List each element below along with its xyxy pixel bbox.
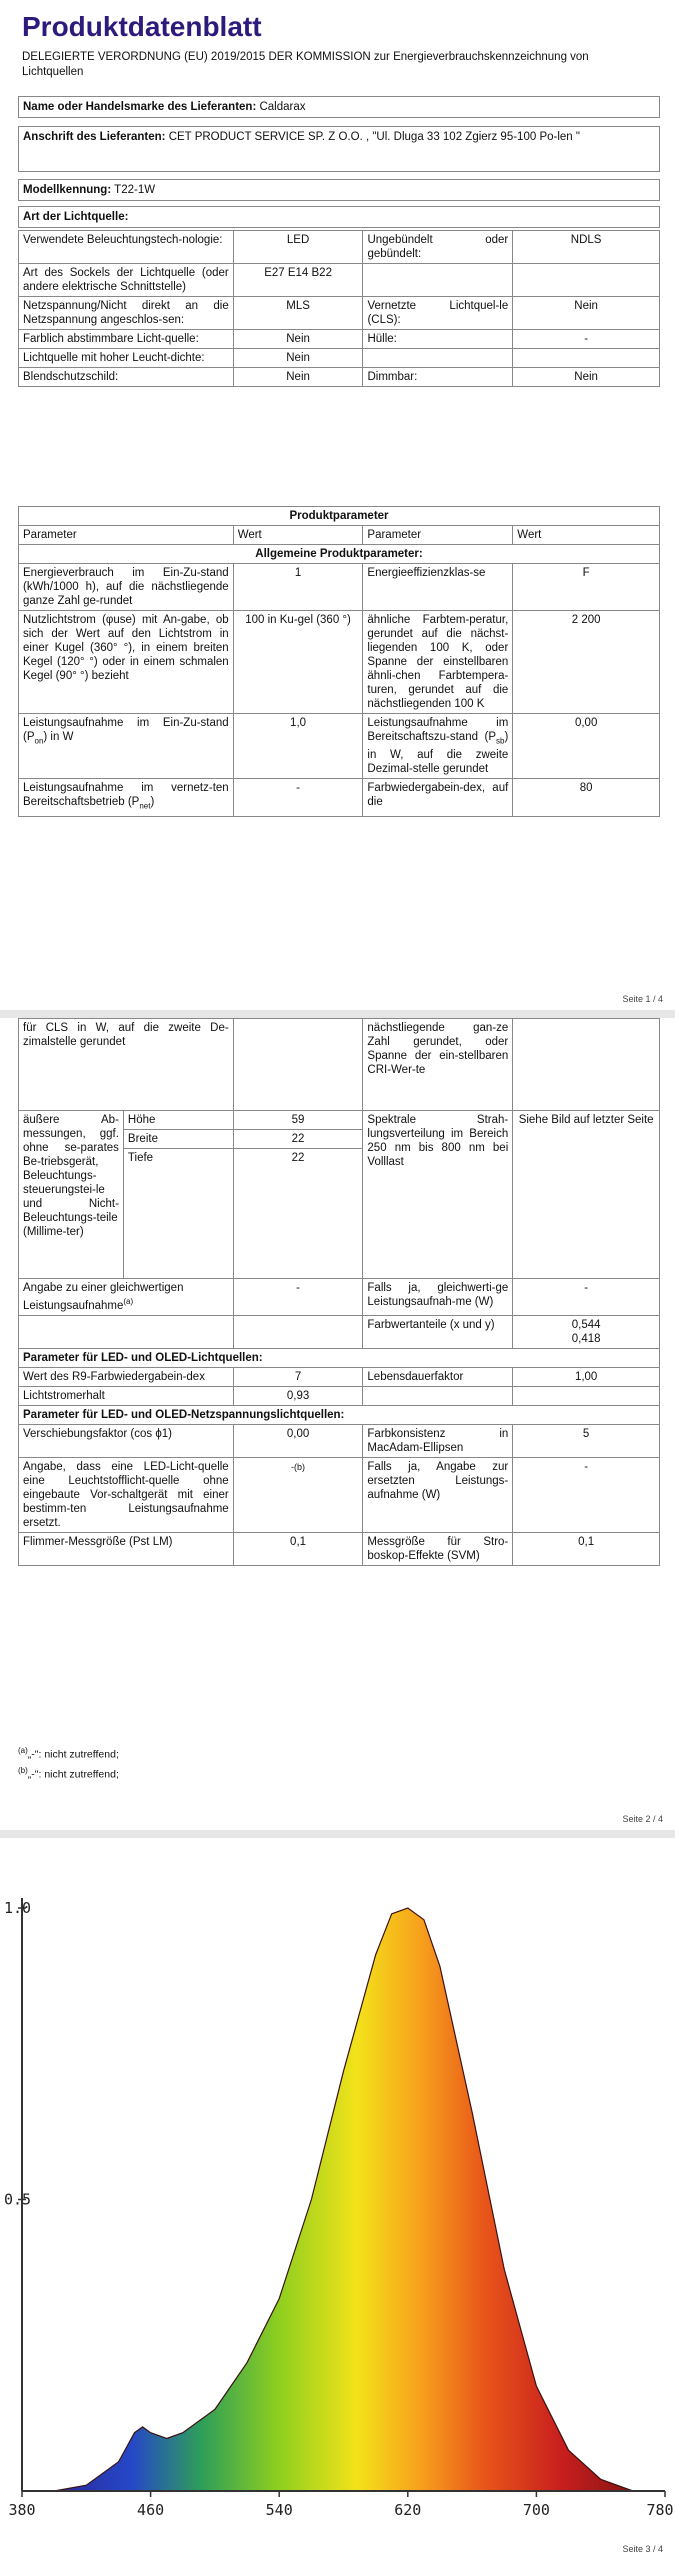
param-value: 80	[513, 779, 660, 816]
equiv-label: Angabe zu einer gleichwertigen Leistungsaufnahme$^{(a)}$	[19, 1279, 234, 1316]
param-value: Nein	[513, 368, 660, 387]
param-label: Lichtquelle mit hoher Leucht-dichte:	[19, 349, 234, 368]
regulation-intro: DELEGIERTE VERORDNUNG (EU) 2019/2015 DER KOMMISSION zur Energieverbrauchskennzeichnung von Lichtquellen	[22, 51, 589, 78]
param-label: Nutzlichtstrom (φuse) mit An-gabe, ob sich der Wert auf den Lichtstrom in einer Kugel (360° °), in einem breiten Kegel (120° °) oder in einem schmalen Kegel (90° °) bezieht	[19, 611, 234, 714]
param-label: Lebensdauerfaktor	[363, 1367, 513, 1386]
table-row	[19, 1386, 660, 1405]
param-value: -(b)	[233, 1457, 363, 1532]
table-row	[19, 779, 660, 816]
param-label	[363, 349, 513, 368]
param-label: Falls ja, Angabe zur ersetzten Leistungs-aufnahme (W)	[363, 1457, 513, 1532]
param-value: 0,1	[513, 1532, 660, 1565]
col-header-parameter: Parameter	[363, 526, 513, 545]
param-value: -	[513, 1457, 660, 1532]
param-value: NDLS	[513, 231, 660, 264]
footnote-b: $^{(b)}$„-": nicht zutreffend;	[18, 1766, 119, 1781]
page-title: Produktdatenblatt	[22, 11, 262, 42]
param-value	[513, 264, 660, 297]
page-number: Seite 2 / 4	[622, 1814, 663, 1824]
equiv-value: -	[233, 1279, 363, 1316]
address-label: Anschrift des Lieferanten:	[23, 131, 166, 143]
param-label: Art des Sockels der Lichtquelle (oder andere elektrische Schnittstelle)	[19, 264, 234, 297]
param-label: Verschiebungsfaktor (cos ϕ1)	[19, 1424, 234, 1457]
page-2	[0, 1018, 675, 1830]
address-value: CET PRODUCT SERVICE SP. Z O.O. , "Ul. Dluga 33 102 Zgierz 95-100 Po-len "	[168, 131, 580, 143]
width-value: 22	[233, 1130, 363, 1149]
x-tick-label: 460	[137, 2501, 165, 2519]
param-value: Nein	[233, 349, 363, 368]
width-label: Breite	[123, 1130, 233, 1149]
param-label: Wert des R9-Farbwiedergabein-dex	[19, 1367, 234, 1386]
col-header-parameter: Parameter	[19, 526, 234, 545]
table-row	[19, 297, 660, 330]
table-row	[19, 231, 660, 264]
param-value: 100 in Ku-gel (360 °)	[233, 611, 363, 714]
param-value: 1,00	[513, 1367, 660, 1386]
param-label: Energieeffizienzklas-se	[363, 564, 513, 611]
table-row	[19, 330, 660, 349]
model-value: T22-1W	[114, 184, 156, 196]
chromaticity-value: 0,544 0,418	[513, 1315, 660, 1348]
param-label: Messgröße für Stro-boskop-Effekte (SVM)	[363, 1532, 513, 1565]
page-number: Seite 3 / 4	[622, 2544, 663, 2554]
param-value: Nein	[513, 297, 660, 330]
param-value: MLS	[233, 297, 363, 330]
param-value	[513, 1386, 660, 1405]
model-row	[18, 179, 660, 201]
table-row	[19, 264, 660, 297]
x-tick-label: 380	[8, 2501, 36, 2519]
address-row	[18, 126, 660, 172]
page-3	[0, 1838, 675, 2560]
table-row	[19, 349, 660, 368]
param-label: Farblich abstimmbare Licht-quelle:	[19, 330, 234, 349]
equiv-power-label: Falls ja, gleichwerti-ge Leistungsaufnah-me (W)	[363, 1279, 513, 1316]
parameters-continued-table	[18, 1018, 660, 1566]
equiv-power-value: -	[513, 1279, 660, 1316]
depth-label: Tiefe	[123, 1149, 233, 1279]
table-row	[19, 564, 660, 611]
param-value: 0,1	[233, 1532, 363, 1565]
table-row	[19, 714, 660, 779]
param-value: -	[513, 330, 660, 349]
x-tick-label: 620	[394, 2501, 422, 2519]
table-row	[19, 1367, 660, 1386]
spectral-distribution-chart	[0, 1838, 675, 2538]
led-heading: Parameter für LED- und OLED-Lichtquellen:	[19, 1348, 660, 1367]
spectrum-area	[22, 1908, 665, 2491]
param-label: Energieverbrauch im Ein-Zu-stand (kWh/1000 h), auf die nächstliegende ganze Zahl ge-rundet	[19, 564, 234, 611]
product-parameter-heading: Produktparameter	[19, 507, 660, 526]
param-value: LED	[233, 231, 363, 264]
product-parameter-table	[18, 506, 660, 817]
param-label	[363, 1386, 513, 1405]
param-label: Dimmbar:	[363, 368, 513, 387]
param-value: 0,00	[233, 1424, 363, 1457]
param-label: Verwendete Beleuchtungstech-nologie:	[19, 231, 234, 264]
table-row	[19, 1457, 660, 1532]
spectral-value: Siehe Bild auf letzter Seite	[513, 1111, 660, 1279]
param-value	[513, 349, 660, 368]
param-value: 1	[233, 564, 363, 611]
table-row	[19, 611, 660, 714]
type-heading: Art der Lichtquelle:	[18, 206, 660, 228]
param-label: Leistungsaufnahme im vernetz-ten Bereitschaftsbetrieb $(P_{net})$	[19, 779, 234, 816]
table-row	[19, 1532, 660, 1565]
col-header-wert: Wert	[233, 526, 363, 545]
height-value: 59	[233, 1111, 363, 1130]
param-label: ähnliche Farbtem-peratur, gerundet auf die nächst-liegenden 100 K, oder Spanne der einstellbaren ähnli-chen Farbtempera-turen, gerundet auf die nächstliegenden 100 K	[363, 611, 513, 714]
param-value: E27 E14 B22	[233, 264, 363, 297]
dimensions-label: äußere Ab-messungen, ggf. ohne se-parates Be-triebsgerät, Beleuchtungs-steuerungstei-le und Nicht-Beleuchtungs-teile (Millime-ter)	[19, 1111, 124, 1279]
supplier-value: Caldarax	[259, 101, 306, 113]
param-label: Farbkonsistenz in MacAdam-Ellipsen	[363, 1424, 513, 1457]
param-label: Leistungsaufnahme im Bereitschaftszu-stand $(P_{sb})$ in W, auf die zweite Dezimal-stelle gerundet	[363, 714, 513, 779]
param-value: 0,00	[513, 714, 660, 779]
x-tick-label: 700	[522, 2501, 550, 2519]
param-value: 0,93	[233, 1386, 363, 1405]
footnote-a: $^{(a)}$„-": nicht zutreffend;	[18, 1746, 119, 1761]
param-label: Vernetzte Lichtquel-le (CLS):	[363, 297, 513, 330]
param-value: F	[513, 564, 660, 611]
param-label: Ungebündelt oder gebündelt:	[363, 231, 513, 264]
param-label: Farbwiedergabein-dex, auf die	[363, 779, 513, 816]
param-value: 2 200	[513, 611, 660, 714]
page-1	[0, 0, 675, 1010]
page-number: Seite 1 / 4	[622, 994, 663, 1004]
net-heading: Parameter für LED- und OLED-Netzspannungslichtquellen:	[19, 1405, 660, 1424]
param-value: 1,0	[233, 714, 363, 779]
cri-cont: nächstliegende gan-ze Zahl gerundet, oder Spanne der ein-stellbaren CRI-Wer-te	[363, 1019, 513, 1111]
supplier-row	[18, 96, 660, 118]
param-label: Hülle:	[363, 330, 513, 349]
param-value: 7	[233, 1367, 363, 1386]
param-value: Nein	[233, 330, 363, 349]
param-label: Blendschutzschild:	[19, 368, 234, 387]
param-value: 5	[513, 1424, 660, 1457]
param-value: Nein	[233, 368, 363, 387]
y-tick-label: 1.0	[4, 1899, 32, 1917]
table-row	[19, 1424, 660, 1457]
general-parameters-heading: Allgemeine Produktparameter:	[19, 545, 660, 564]
param-label: Netzspannung/Nicht direkt an die Netzspannung angeschlos-sen:	[19, 297, 234, 330]
param-label: Lichtstromerhalt	[19, 1386, 234, 1405]
table-row	[19, 368, 660, 387]
height-label: Höhe	[123, 1111, 233, 1130]
x-tick-label: 540	[265, 2501, 293, 2519]
param-label: Leistungsaufnahme im Ein-Zu-stand $(P_{on})$ in W	[19, 714, 234, 779]
supplier-label: Name oder Handelsmarke des Lieferanten:	[23, 101, 257, 113]
y-tick-label: 0.5	[4, 2190, 32, 2209]
spectral-label: Spektrale Strah-lungsverteilung im Bereich 250 nm bis 800 nm bei Volllast	[363, 1111, 513, 1279]
model-label: Modellkennung:	[23, 184, 112, 196]
light-source-table	[18, 230, 660, 387]
param-value: -	[233, 779, 363, 816]
depth-value: 22	[233, 1149, 363, 1279]
param-label	[363, 264, 513, 297]
param-label: Flimmer-Messgröße (Pst LM)	[19, 1532, 234, 1565]
chromaticity-label: Farbwertanteile (x und y)	[363, 1315, 513, 1348]
x-tick-label: 780	[646, 2501, 674, 2519]
cls-standby-cont: für CLS in W, auf die zweite De-zimalstelle gerundet	[19, 1019, 234, 1111]
param-label: Angabe, dass eine LED-Licht-quelle eine Leuchtstofflicht-quelle ohne eingebaute Vor-schaltgerät mit einer bestimm-ten Leistungsaufnahme ersetzt.	[19, 1457, 234, 1532]
col-header-wert: Wert	[513, 526, 660, 545]
